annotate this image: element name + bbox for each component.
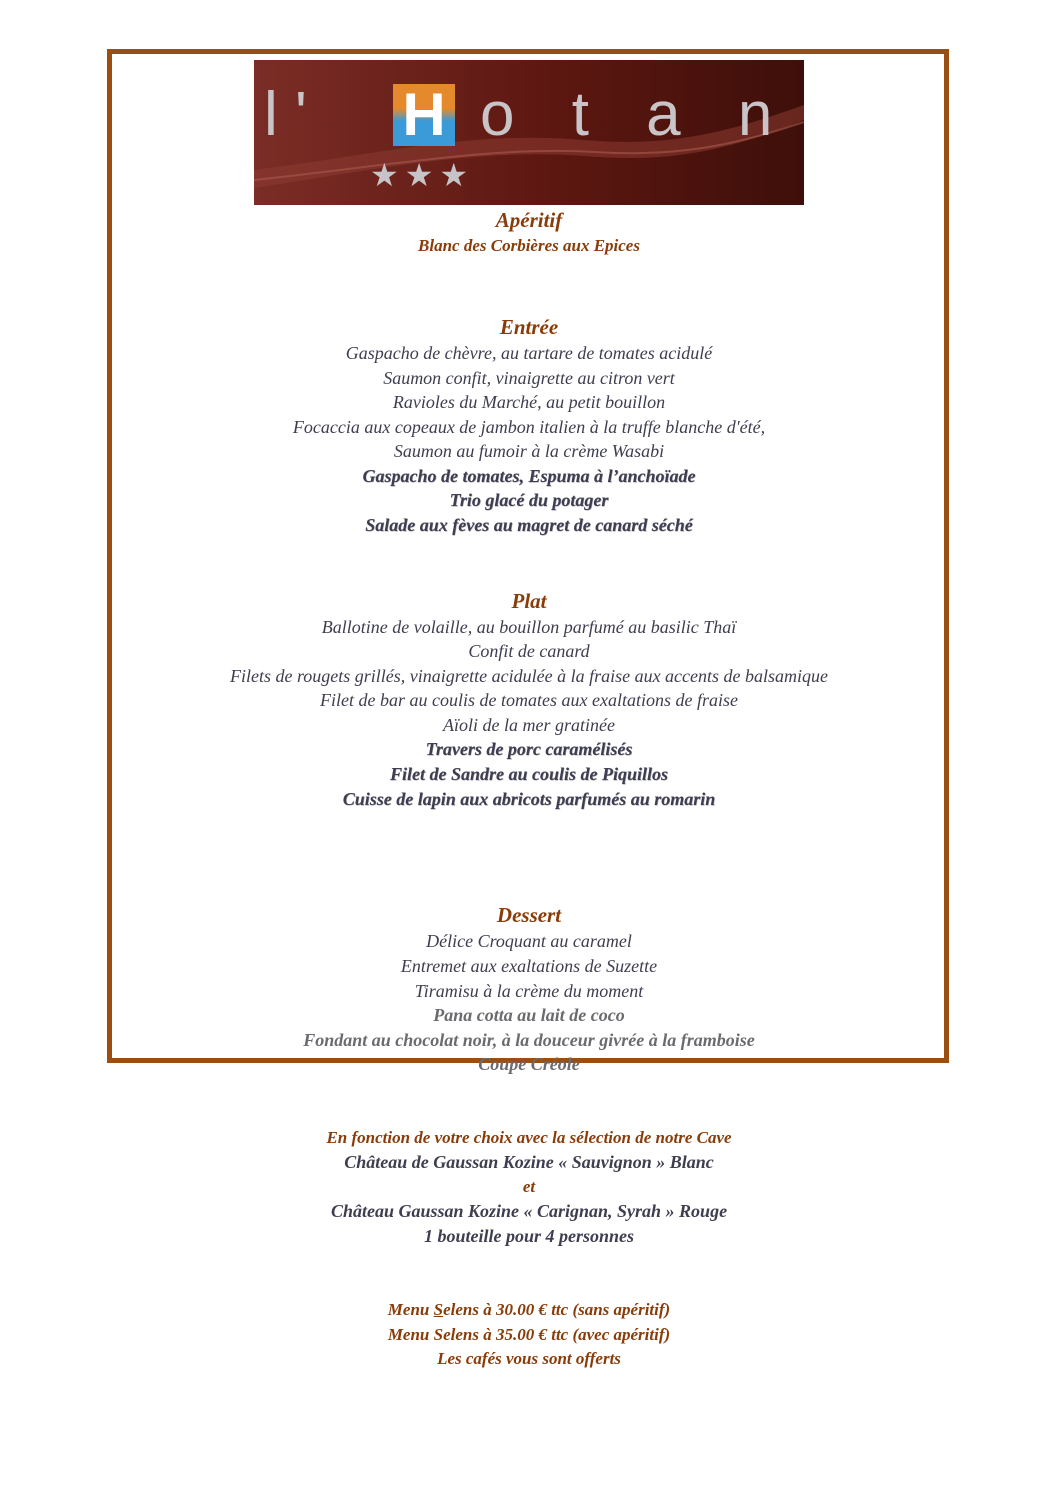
logo-h-box [393,81,455,148]
dessert-item: Coupe Créole [478,1054,580,1074]
cave-heading: En fonction de votre choix avec la sélection de notre Cave [326,1128,732,1147]
entree-item: Focaccia aux copeaux de jambon italien à la truffe blanche d'été, [292,417,766,437]
entree-item: Ravioles du Marché, au petit bouillon [392,392,666,412]
dessert-item: Délice Croquant au caramel [426,931,632,951]
dessert-item: Pana cotta au lait de coco [433,1005,625,1025]
dessert-heading: Dessert [496,903,562,927]
entree-item: Gaspacho de chèvre, au tartare de tomates acidulé [345,343,713,363]
plat-item: Aïoli de la mer gratinée [443,715,615,735]
menu-price-with-aperitif: Menu Selens à 35.00 € ttc (avec apéritif) [387,1325,671,1344]
logo-letter: H [402,81,446,148]
wine-red: Château Gaussan Kozine « Carignan, Syrah » Rouge [330,1201,728,1221]
entree-heading: Entrée [499,315,559,339]
plat-item: Filet de bar au coulis de tomates aux exaltations de fraise [320,690,738,710]
hotel-logo [254,60,804,205]
wine-white: Château de Gaussan Kozine « Sauvignon » Blanc [344,1152,714,1172]
plat-item: Ballotine de volaille, au bouillon parfumé au basilic Thaï [321,617,737,637]
plat-item: Cuisse de lapin aux abricots parfumés au romarin [342,789,716,809]
aperitif-heading: Apéritif [495,208,563,232]
dessert-item: Fondant au chocolat noir, à la douceur givrée à la framboise [303,1030,755,1050]
menu-label-rest: elens à 30.00 € ttc (sans apéritif) [443,1300,671,1319]
dessert-item: Entremet aux exaltations de Suzette [400,956,658,976]
dessert-item: Tiramisu à la crème du moment [414,981,644,1001]
menu-price-without-aperitif [110,1300,948,1320]
menu-label-start: Menu [387,1300,434,1319]
entree-item: Saumon confit, vinaigrette au citron vert [383,368,675,388]
logo-prefix: l ' [264,80,307,149]
wine-connector: et [522,1177,536,1196]
entree-item: Salade aux fèves au magret de canard séché [365,515,693,535]
plat-item: Filets de rougets grillés, vinaigrette acidulée à la fraise aux accents de balsamique [229,666,829,686]
plat-item: Confit de canard [468,641,590,661]
plat-heading: Plat [511,589,547,613]
logo-suffix: o t a n [480,80,793,149]
entree-item: Gaspacho de tomates, Espuma à l’anchoïade [362,466,696,486]
entree-item: Saumon au fumoir à la crème Wasabi [393,441,665,461]
aperitif-item: Blanc des Corbières aux Epices [418,236,640,255]
logo-stars: ★★★ [370,156,475,194]
coffee-note: Les cafés vous sont offerts [437,1349,621,1368]
wine-quantity: 1 bouteille pour 4 personnes [423,1226,635,1246]
menu-label-underlined: S [433,1300,444,1319]
entree-item: Trio glacé du potager [449,490,609,510]
plat-item: Travers de porc caramélisés [425,739,633,759]
plat-item: Filet de Sandre au coulis de Piquillos [389,764,669,784]
